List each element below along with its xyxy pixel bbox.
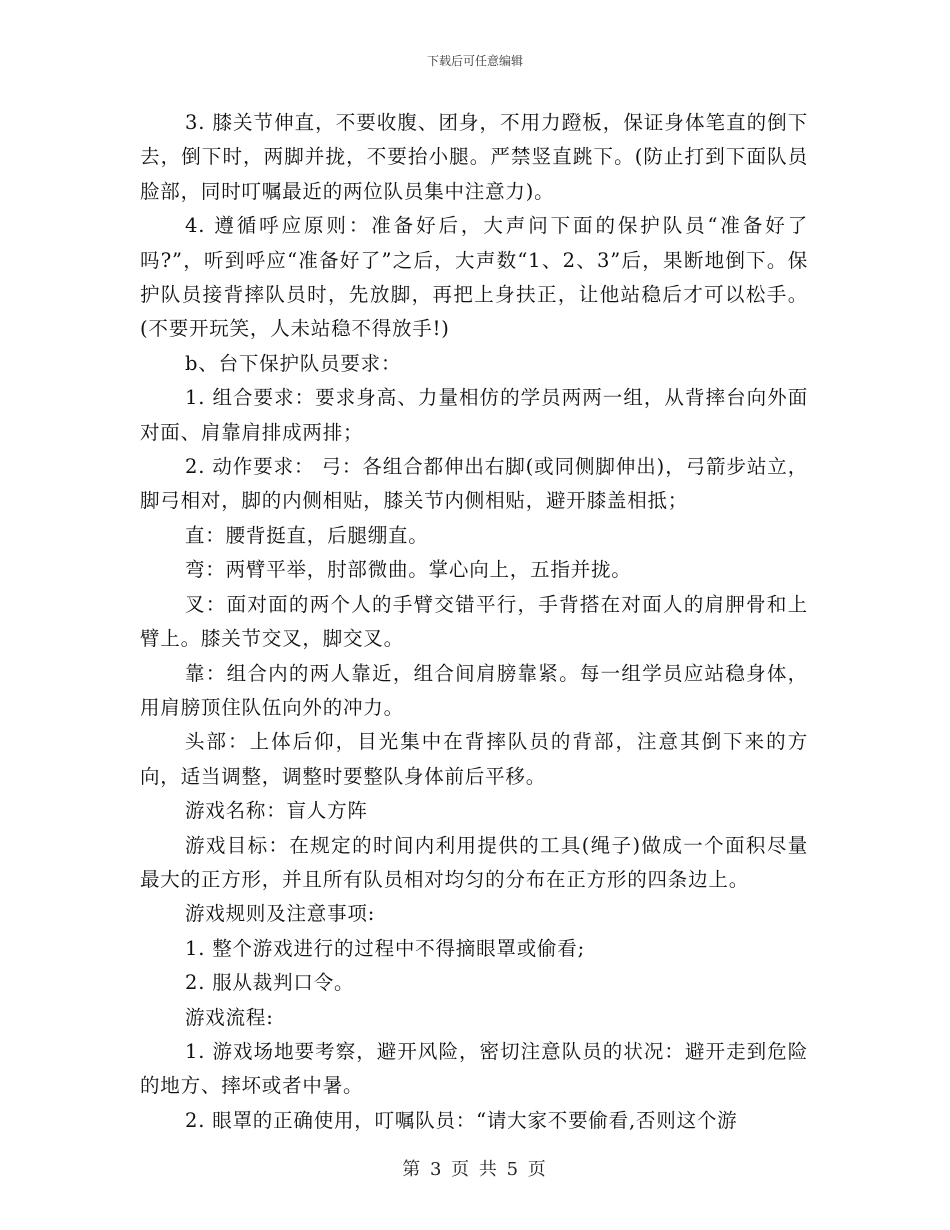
paragraph-cross: 叉：面对面的两个人的手臂交错平行，手背搭在对面人的肩胛骨和上臂上。膝关节交叉，脚交叉。 [140,592,808,651]
paragraph-bend: 弯：两臂平举，肘部微曲。掌心向上，五指并拢。 [185,558,632,582]
paragraph-call-response: 4. 遵循呼应原则：准备好后，大声问下面的保护队员“准备好了吗?”，听到呼应“准备好了”之后，大声数“1、2、3”后，果断地倒下。保护队员接背摔队员时，先放脚，再把上身扶正，让他站稳后才可以松手。(不要开玩笑，人未站稳不得放手!) [140,214,808,341]
paragraph-rules-heading: 游戏规则及注意事项: [185,902,376,926]
paragraph-lean: 靠：组合内的两人靠近，组合间肩膀靠紧。每一组学员应站稳身体，用肩膀顶住队伍向外的冲力。 [140,661,808,719]
page-header: 下载后可任意编辑 [426,54,523,68]
paragraph-action-requirement: 2. 动作要求： 弓：各组合都伸出右脚(或同侧脚伸出)，弓箭步站立，脚弓相对，脚的内侧相贴，膝关节内侧相贴，避开膝盖相抵； [140,455,808,513]
paragraph-rule-1: 1. 整个游戏进行的过程中不得摘眼罩或偷看; [185,936,585,960]
paragraph-group-requirement: 1. 组合要求：要求身高、力量相仿的学员两两一组，从背摔台向外面对面、肩靠肩排成两排； [140,386,808,444]
paragraph-head: 头部：上体后仰，目光集中在背摔队员的背部，注意其倒下来的方向，适当调整，调整时要整队身体前后平移。 [140,730,808,788]
paragraph-flow-heading: 游戏流程: [185,1005,274,1029]
paragraph-knee-straight: 3. 膝关节伸直，不要收腹、团身，不用力蹬板，保证身体笔直的倒下去，倒下时，两脚并拢，不要抬小腿。严禁竖直跳下。(防止打到下面队员脸部，同时叮嘱最近的两位队员集中注意力)。 [140,111,808,203]
page-footer: 第 3 页 共 5 页 [402,1159,548,1180]
paragraph-straight: 直：腰背挺直，后腿绷直。 [185,523,429,547]
paragraph-game-goal: 游戏目标：在规定的时间内利用提供的工具(绳子)做成一个面积尽量最大的正方形，并且所有队员相对均匀的分布在正方形的四条边上。 [140,833,808,891]
paragraph-flow-2: 2. 眼罩的正确使用，叮嘱队员：“请大家不要偷看,否则这个游 [185,1108,738,1132]
paragraph-section-b-heading: b、台下保护队员要求： [185,351,402,375]
paragraph-game-name: 游戏名称：盲人方阵 [185,799,368,823]
document-body [140,106,808,1138]
paragraph-rule-2: 2. 服从裁判口令。 [185,971,355,995]
paragraph-flow-1: 1. 游戏场地要考察，避开风险，密切注意队员的状况：避开走到危险的地方、摔坏或者中暑。 [140,1039,808,1098]
